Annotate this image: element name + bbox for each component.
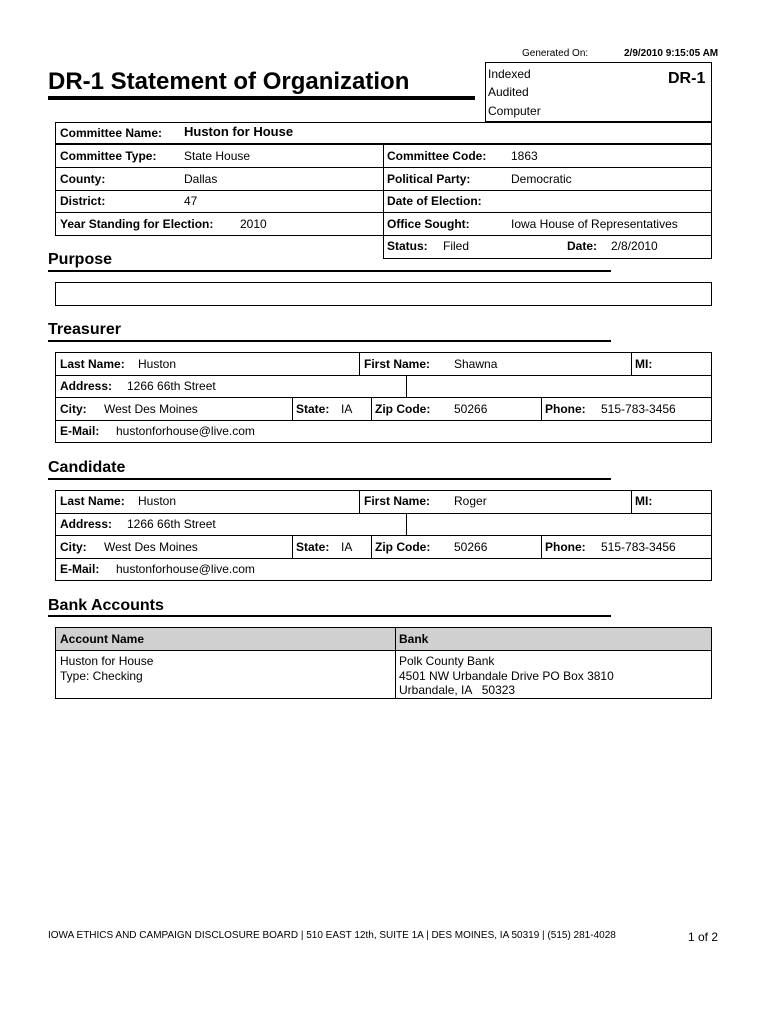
committee-type-value: State House	[184, 149, 251, 163]
candidate-address-value: 1266 66th Street	[127, 517, 216, 531]
candidate-last-label: Last Name:	[60, 494, 125, 508]
year-standing-label: Year Standing for Election:	[60, 217, 214, 231]
political-party-value: Democratic	[511, 172, 572, 186]
col-divider	[541, 397, 542, 420]
footer-board-info: IOWA ETHICS AND CAMPAIGN DISCLOSURE BOARD | 510 EAST 12th, SUITE 1A | DES MOINES, IA 50319 | (515) 281-4028	[48, 930, 616, 941]
treasurer-mi-label: MI:	[635, 357, 653, 371]
bank-name-value: Polk County Bank	[399, 654, 495, 668]
committee-name-label: Committee Name:	[60, 126, 163, 140]
candidate-zip-label: Zip Code:	[375, 540, 431, 554]
generated-label: Generated On:	[522, 48, 589, 59]
row-divider	[55, 535, 712, 536]
status-value: Filed	[443, 239, 470, 253]
col-divider	[292, 535, 293, 558]
candidate-phone-value: 515-783-3456	[601, 540, 676, 554]
district-label: District:	[60, 194, 106, 208]
treasurer-city-label: City:	[60, 402, 87, 416]
committee-type-label: Committee Type:	[60, 149, 157, 163]
bank-table-header	[56, 628, 711, 651]
political-party-label: Political Party:	[387, 172, 471, 186]
treasurer-state-value: IA	[341, 402, 353, 416]
purpose-heading: Purpose	[48, 251, 113, 268]
treasurer-heading: Treasurer	[48, 321, 121, 338]
row-divider	[55, 212, 712, 213]
col-divider	[371, 535, 372, 558]
treasurer-last-label: Last Name:	[60, 357, 125, 371]
page-number: 1 of 2	[688, 930, 719, 944]
status-date-label: Date:	[567, 239, 598, 253]
page-title: DR-1 Statement of Organization	[48, 68, 410, 95]
treasurer-first-label: First Name:	[364, 357, 431, 371]
treasurer-first-value: Shawna	[454, 357, 498, 371]
status-computer: Computer	[488, 104, 541, 118]
generated-value: 2/9/2010 9:15:05 AM	[624, 48, 719, 59]
election-date-label: Date of Election:	[387, 194, 482, 208]
county-label: County:	[60, 172, 106, 186]
office-sought-label: Office Sought:	[387, 217, 470, 231]
bank-accounts-rule	[48, 615, 611, 617]
candidate-zip-value: 50266	[454, 540, 488, 554]
row-divider	[55, 558, 712, 559]
col-divider	[359, 490, 360, 513]
treasurer-phone-value: 515-783-3456	[601, 402, 676, 416]
account-name-value: Huston for House	[60, 654, 154, 668]
col-divider	[406, 375, 407, 397]
treasurer-rule	[48, 340, 611, 342]
candidate-first-value: Roger	[454, 494, 487, 508]
col-divider	[541, 535, 542, 558]
col-divider	[631, 352, 632, 375]
candidate-first-label: First Name:	[364, 494, 431, 508]
county-value: Dallas	[184, 172, 218, 186]
col-divider	[371, 397, 372, 420]
treasurer-email-value: hustonforhouse@live.com	[116, 424, 255, 438]
row-divider	[55, 190, 712, 191]
treasurer-phone-label: Phone:	[545, 402, 586, 416]
row-divider	[55, 397, 712, 398]
candidate-rule	[48, 478, 611, 480]
candidate-phone-label: Phone:	[545, 540, 586, 554]
status-label: Status:	[387, 239, 428, 253]
committee-name-value: Huston for House	[184, 124, 294, 139]
account-name-header: Account Name	[60, 632, 145, 646]
committee-code-value: 1863	[511, 149, 538, 163]
candidate-state-label: State:	[296, 540, 330, 554]
row-divider	[55, 420, 712, 421]
status-row-box	[383, 235, 712, 259]
committee-code-label: Committee Code:	[387, 149, 487, 163]
purpose-rule	[48, 270, 611, 272]
status-indexed: Indexed	[488, 67, 531, 81]
row-divider	[55, 167, 712, 168]
col-divider	[406, 513, 407, 535]
treasurer-city-value: West Des Moines	[104, 402, 198, 416]
col-divider	[395, 627, 396, 699]
purpose-box	[55, 282, 712, 306]
treasurer-state-label: State:	[296, 402, 330, 416]
row-divider	[55, 375, 712, 376]
treasurer-email-label: E-Mail:	[60, 424, 100, 438]
status-date-value: 2/8/2010	[611, 239, 658, 253]
office-sought-value: Iowa House of Representatives	[511, 217, 678, 231]
col-divider	[292, 397, 293, 420]
bank-accounts-heading: Bank Accounts	[48, 597, 164, 614]
col-divider	[359, 352, 360, 375]
bank-address-line1: 4501 NW Urbandale Drive PO Box 3810	[399, 669, 614, 683]
candidate-state-value: IA	[341, 540, 353, 554]
candidate-city-value: West Des Moines	[104, 540, 198, 554]
district-value: 47	[184, 194, 198, 208]
year-standing-value: 2010	[240, 217, 267, 231]
treasurer-zip-value: 50266	[454, 402, 488, 416]
account-type-value: Type: Checking	[60, 669, 143, 683]
treasurer-last-value: Huston	[138, 357, 177, 371]
col-divider	[631, 490, 632, 513]
form-code: DR-1	[668, 70, 706, 87]
treasurer-address-value: 1266 66th Street	[127, 379, 216, 393]
treasurer-address-label: Address:	[60, 379, 113, 393]
candidate-last-value: Huston	[138, 494, 177, 508]
candidate-mi-label: MI:	[635, 494, 653, 508]
bank-header: Bank	[399, 632, 429, 646]
title-underline	[48, 96, 475, 100]
candidate-email-label: E-Mail:	[60, 562, 100, 576]
candidate-heading: Candidate	[48, 459, 126, 476]
candidate-address-label: Address:	[60, 517, 113, 531]
status-audited: Audited	[488, 85, 529, 99]
candidate-email-value: hustonforhouse@live.com	[116, 562, 255, 576]
candidate-city-label: City:	[60, 540, 87, 554]
treasurer-zip-label: Zip Code:	[375, 402, 431, 416]
row-divider	[55, 513, 712, 514]
bank-address-line2: Urbandale, IA 50323	[399, 683, 516, 697]
